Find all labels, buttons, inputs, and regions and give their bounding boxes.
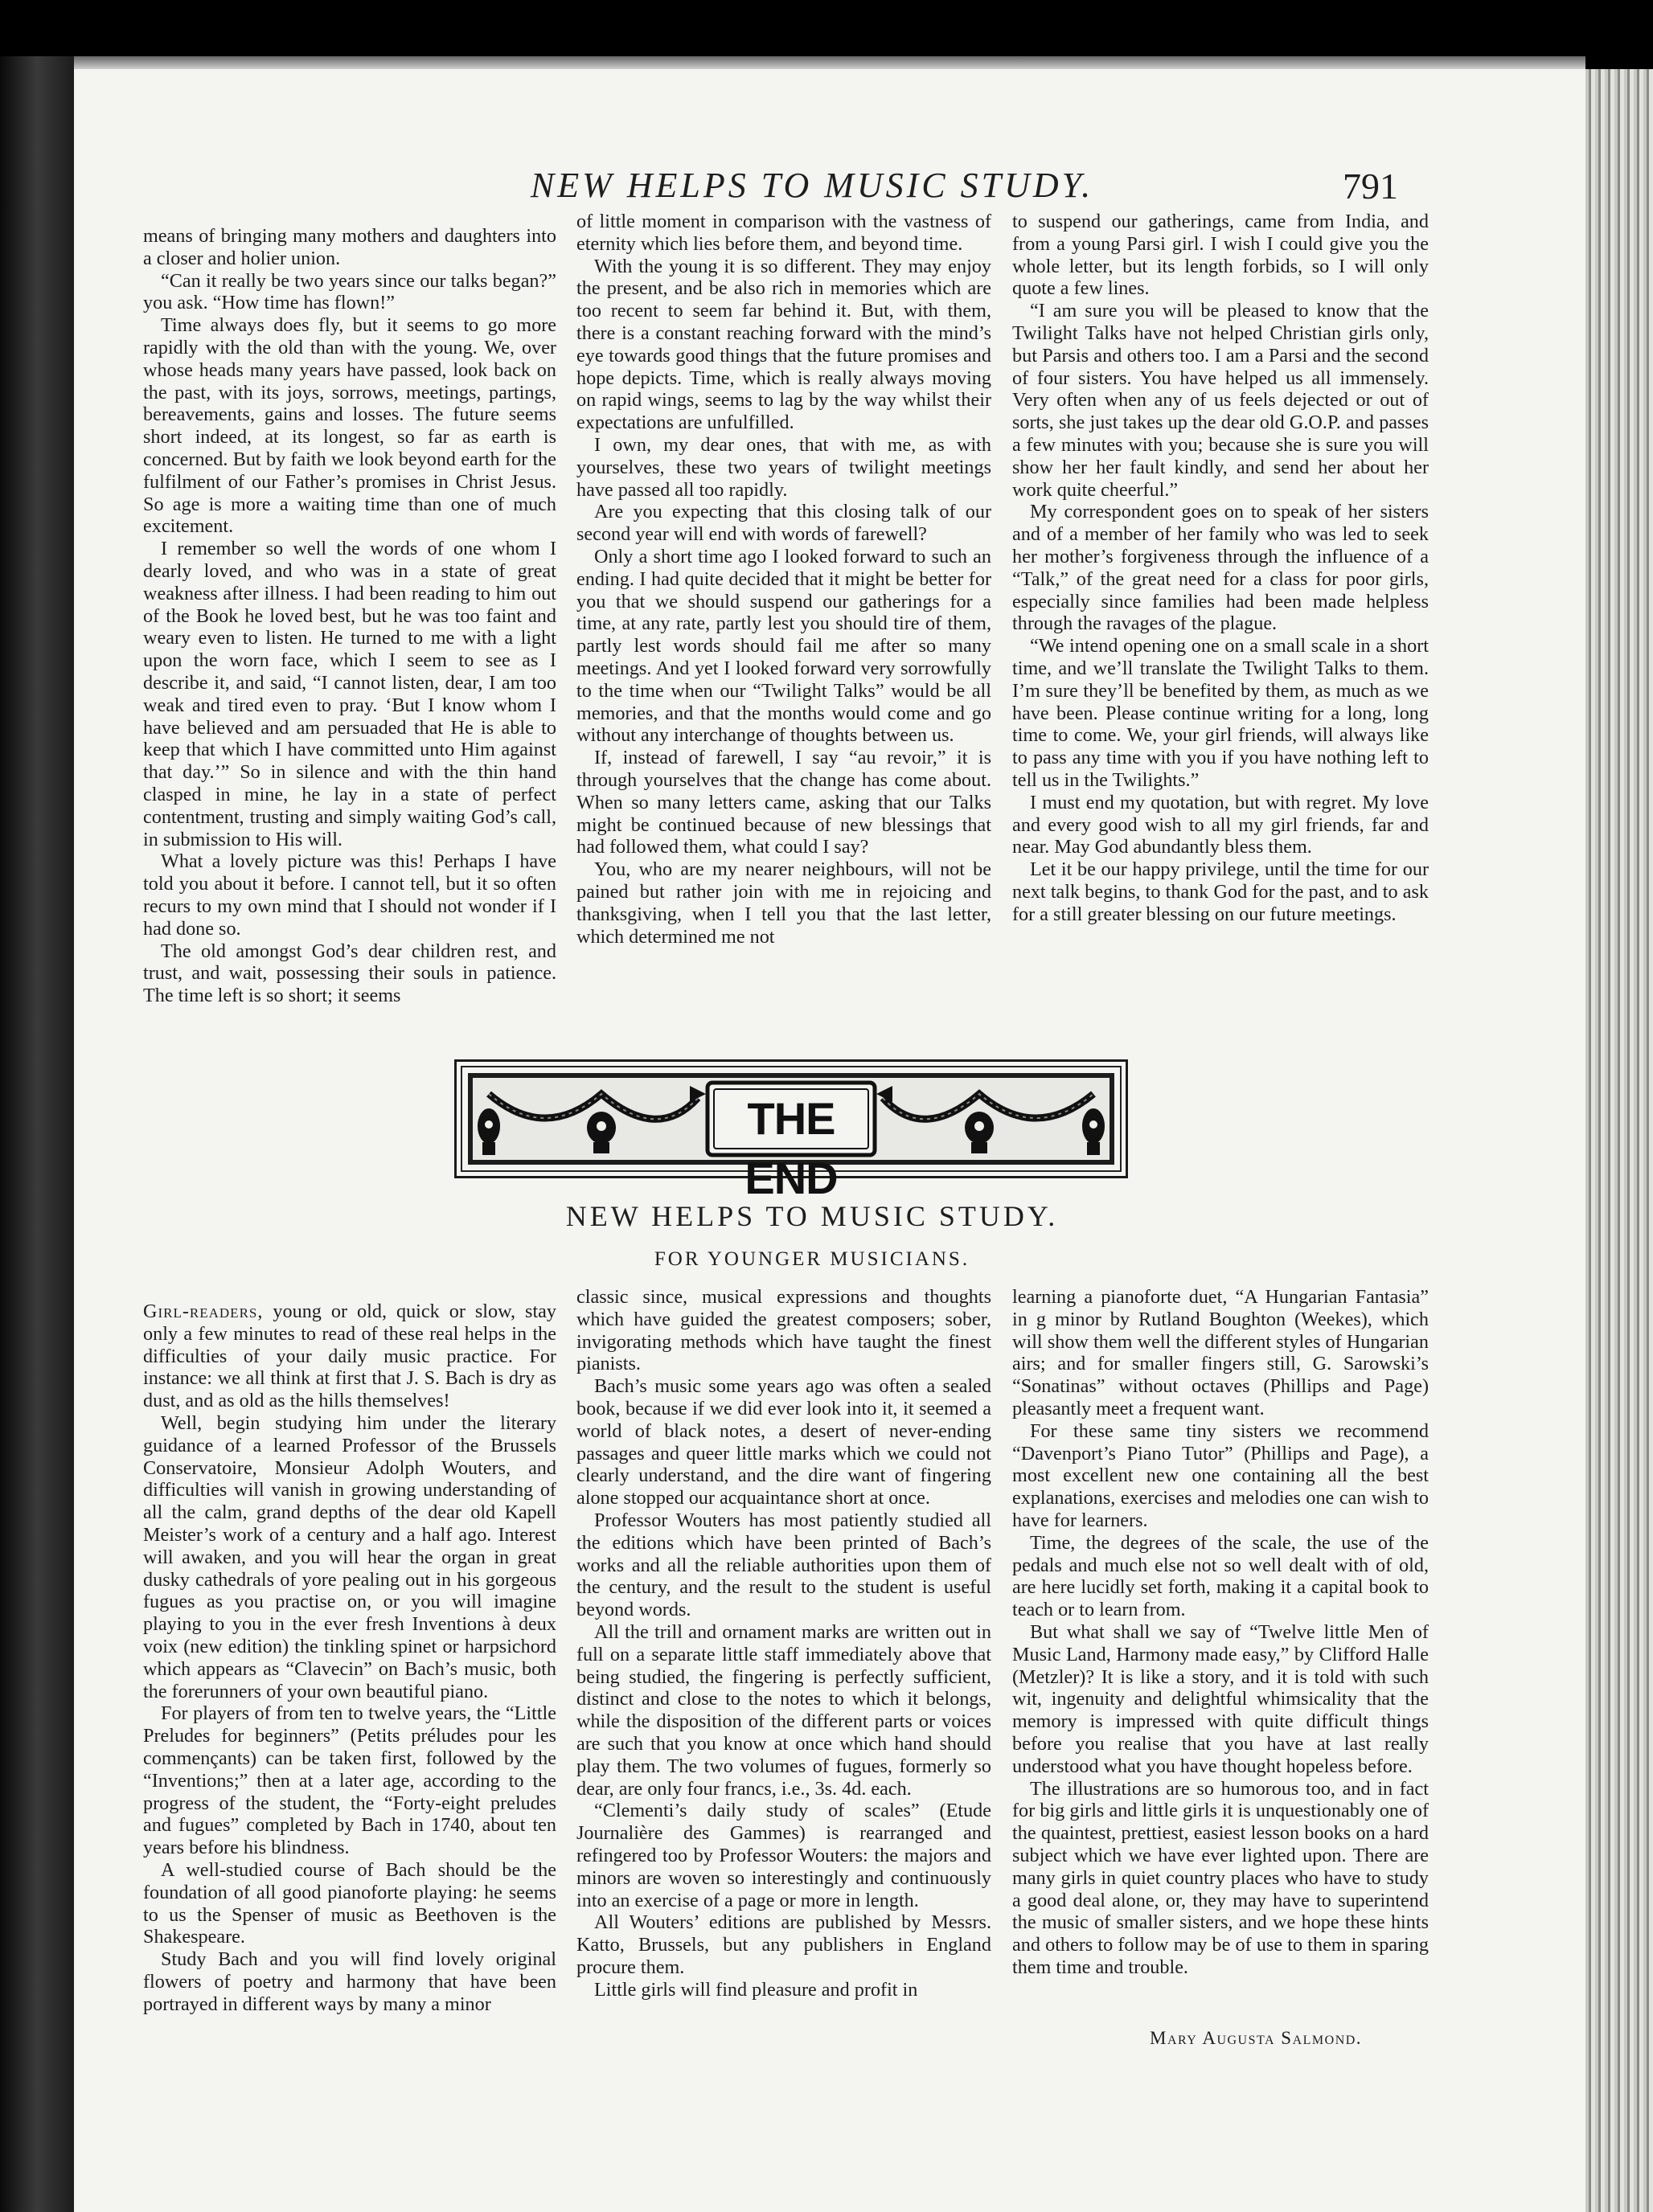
page-number: 791 [1343,166,1398,207]
paragraph: The old amongst God’s dear children rest, and trust, and wait, possessing their souls in patience. The time left is so short; it seems [143,940,556,1007]
paragraph: “We intend opening one on a small scale in a short time, and we’ll translate the Twilight Talks to them. I’m sure they’ll be benefited by them, as much as we have been. Please continue writing for a long, long time to come. We, your girl friends, will always like to pass any time with you if you have nothing left to tell us in the Twilights.” [1012,635,1429,791]
paragraph: Only a short time ago I looked forward to such an ending. I had quite decided that it might be better for you that we should suspend our gatherings for a time, at any rate, partly lest you should tire of them, partly lest words should fail me after so many meetings. And yet I looked forward very sorrowfully to the time when our “Twilight Talks” would be all memories, and that the months would come and go without any interchange of thoughts between us. [576,545,991,747]
paragraph: classic since, musical expressions and thoughts which have guided the greatest composers; sober, invigorating methods which have taught the finest pianists. [576,1286,991,1375]
the-end-label: THE END [744,1093,838,1203]
article-column-1 [143,1301,556,2016]
paragraph-text: young or old, quick or slow, stay only a few minutes to read of these real helps in the difficulties of your daily music practice. For instance: we all think at first that J. S. Bach is dry as dust, and as old as the hills themselves! [143,1301,556,1412]
running-head: NEW HELPS TO MUSIC STUDY. [530,166,1094,205]
paragraph: Well, begin studying him under the literary guidance of a learned Professor of the Brussels Conservatoire, Monsieur Adolph Wouters, and difficulties will vanish in growing understanding of all the calm, grand depths of the dear old Kapell Meister’s work of a century and a half ago. Interest will awaken, and you will hear the organ in great dusky cathedrals of yore pealing out in his gorgeous fugues as you practise on, or you will imagine playing to you in the ever fresh Inventions à deux voix (new edition) the tinkling spinet or harpsichord which appears as “Clavecin” on Bach’s music, both the forerunners of your own beautiful piano. [143,1411,556,1702]
upper-column-2 [576,211,991,948]
paragraph: “I am sure you will be pleased to know that the Twilight Talks have not helped Christian girls only, but Parsis and others too. I am a Parsi and the second of four sisters. You have helped us all immensely. Very often when any of us feels dejected or out of sorts, she just takes up the dear old G.O.P. and passes a few minutes with you; because she is sure you will show her her fault kindly, and send her about her work quite cheerful.” [1012,300,1429,501]
book-page-edges [1585,69,1653,2212]
scan-margin-top [74,56,1585,69]
paragraph: I own, my dear ones, that with me, as with yourselves, these two years of twilight meetings have passed all too rapidly. [576,433,991,501]
paragraph: With the young it is so different. They may enjoy the present, and be also rich in memories which are too recent to seem far behind it. But, with them, there is a constant reaching forward with the mind’s eye towards good things that the future promises and hope depicts. Time, which is really always moving on rapid wings, seems to lag by the way whilst their expectations are unfulfilled. [576,255,991,434]
article-column-3 [1012,1286,1429,1979]
paragraph: “Can it really be two years since our talks began?” you ask. “How time has flown!” [143,269,556,314]
paragraph: You, who are my nearer neighbours, will not be pained but rather join with me in rejoicing and thanksgiving, when I tell you that the last letter, which determined me not [576,858,991,948]
paragraph [143,1301,556,1412]
upper-column-3 [1012,211,1429,926]
paragraph: All the trill and ornament marks are written out in full on a separate little staff immediately above that being studied, the fingering is perfectly sufficient, distinct and close to the notes to which it belongs, while the disposition of the different parts or voices are such that you know at once which hand should play them. The two volumes of fugues, formerly so dear, are only four francs, i.e., 3s. 4d. each. [576,1620,991,1800]
paragraph: “Clementi’s daily study of scales” (Etude Journalière des Gammes) is rearranged and refingered too by Professor Wouters: the majors and minors are woven so interestingly and continuously into an exercise of a page or more in length. [576,1800,991,1911]
paragraph: Let it be our happy privilege, until the time for our next talk begins, to thank God for the past, and to ask for a still greater blessing on our future meetings. [1012,858,1429,925]
paragraph: Bach’s music some years ago was often a sealed book, because if we did ever look into it, it seemed a world of black notes, a desert of never-ending passages and queer little marks which we could not clearly understand, and the dire want of fingering alone stopped our acquaintance short at once. [576,1375,991,1509]
paragraph: I remember so well the words of one whom I dearly loved, and who was in a state of great weakness after illness. I had been reading to him out of the Book he loved best, but he was too faint and weary even to listen. He turned to me with a light upon the worn face, which I seem to see as I describe it, and said, “I cannot listen, dear, I am too weak and tired even to pray. ‘But I know whom I have believed and am persuaded that He is able to keep that which I have committed unto Him against that day.’” So in silence and with the thin hand clasped in mine, he lay in a state of perfect contentment, trusting and simply waiting God’s call, in submission to His will. [143,538,556,850]
paragraph: means of bringing many mothers and daughters into a closer and holier union. [143,225,556,269]
paragraph: For players of from ten to twelve years, the “Little Preludes for beginners” (Petits préludes pour les commençants) can be taken first, followed by the “Inventions;” then at a later age, according to the progress of the student, the “Forty-eight preludes and fugues” completed by Bach in 1740, about ten years before his blindness. [143,1702,556,1859]
paragraph: Little girls will find pleasure and profit in [594,1978,918,2001]
paragraph: I must end my quotation, but with regret. My love and every good wish to all my girl friends, far and near. May God abundantly bless them. [1012,791,1429,858]
scan-margin-left [0,56,74,2212]
upper-column-1 [143,225,556,1007]
author-signature: Mary Augusta Salmond. [1150,2028,1363,2048]
paragraph: of little moment in comparison with the vastness of eternity which lies before them, and beyond time. [576,211,991,255]
paragraph: What a lovely picture was this! Perhaps I have told you about it before. I cannot tell, but it so often recurs to my own mind that I should not wonder if I had done so. [143,850,556,940]
article-column-2 [576,1286,991,2001]
paragraph: For these same tiny sisters we recommend “Davenport’s Piano Tutor” (Phillips and Page), a most excellent new one containing all the best explanations, exercises and melodies one can wish to have for learners. [1012,1419,1429,1531]
paragraph: Study Bach and you will find lovely original flowers of poetry and harmony that have been portrayed in different ways by many a minor [143,1948,556,2015]
paragraph: My correspondent goes on to speak of her sisters and of a member of her family who was led to seek her mother’s forgiveness through the influence of a “Talk,” of the great need for a class for poor girls, especially since families had been made helpless through the ravages of the plague. [1012,501,1429,635]
paragraph: Time always does fly, but it seems to go more rapidly with the old than with the young. We, over whose heads many years have passed, look back on the past, with its joys, sorrows, meetings, partings, bereavements, gains and losses. The future seems short indeed, at its longest, so far as earth is concerned. But by faith we look beyond earth for the fulfilment of our Father’s promises in Christ Jesus. So age is more a waiting time than one of much excitement. [143,314,556,538]
the-end-ornament [454,1059,1128,1203]
paragraph: learning a pianoforte duet, “A Hungarian Fantasia” in g minor by Rutland Boughton (Weekes), which will show them well the different styles of Hungarian airs; and for smaller fingers still, G. Sarowski’s “Sonatinas” without octaves (Phillips and Page) pleasantly meet a frequent want. [1012,1286,1429,1419]
paragraph: All Wouters’ editions are published by Messrs. Katto, Brussels, but any publishers in England procure them. [576,1911,991,1978]
paragraph: Time, the degrees of the scale, the use of the pedals and much else not so well dealt with of old, are here lucidly set forth, making it a capital book to teach or to learn from. [1012,1531,1429,1621]
lead-words: Girl-readers, [143,1301,264,1322]
paragraph: Are you expecting that this closing talk of our second year will end with words of farewell? [576,501,991,546]
paragraph: The illustrations are so humorous too, and in fact for big girls and little girls it is unquestionably one of the quaintest, prettiest, easiest lesson books on a hard subject which we have ever lighted upon. There are many girls in quiet country places who have to study a good deal alone, or, they may have to superintend the music of smaller sisters, and we hope these hints and others to follow may be of use to them in sparing them time and trouble. [1012,1777,1429,1978]
paragraph: If, instead of farewell, I say “au revoir,” it is through yourselves that the change has come about. When so many letters came, asking that our Talks might be continued because of new blessings that had followed them, what could I say? [576,747,991,858]
paragraph: to suspend our gatherings, came from India, and from a young Parsi girl. I wish I could give you the whole letter, but its length forbids, so I will only quote a few lines. [1012,211,1429,300]
paragraph: But what shall we say of “Twelve little Men of Music Land, Harmony made easy,” by Clifford Halle (Metzler)? It is like a story, and it is told with such wit, ingenuity and delightful whimsicality that the memory is impressed with quite difficult things before you realise that you have at last really understood what you have thought hopeless before. [1012,1620,1429,1777]
article-title: NEW HELPS TO MUSIC STUDY. [565,1200,1059,1232]
paragraph: A well-studied course of Bach should be the foundation of all good pianoforte playing: he seems to us the Spenser of music as Beethoven is the Shakespeare. [143,1858,556,1948]
paragraph: Professor Wouters has most patiently studied all the editions which have been printed of Bach’s works and all the reliable authorities upon them of the century, and the result to the student is useful beyond words. [576,1509,991,1621]
article-subtitle: FOR YOUNGER MUSICIANS. [654,1248,970,1270]
